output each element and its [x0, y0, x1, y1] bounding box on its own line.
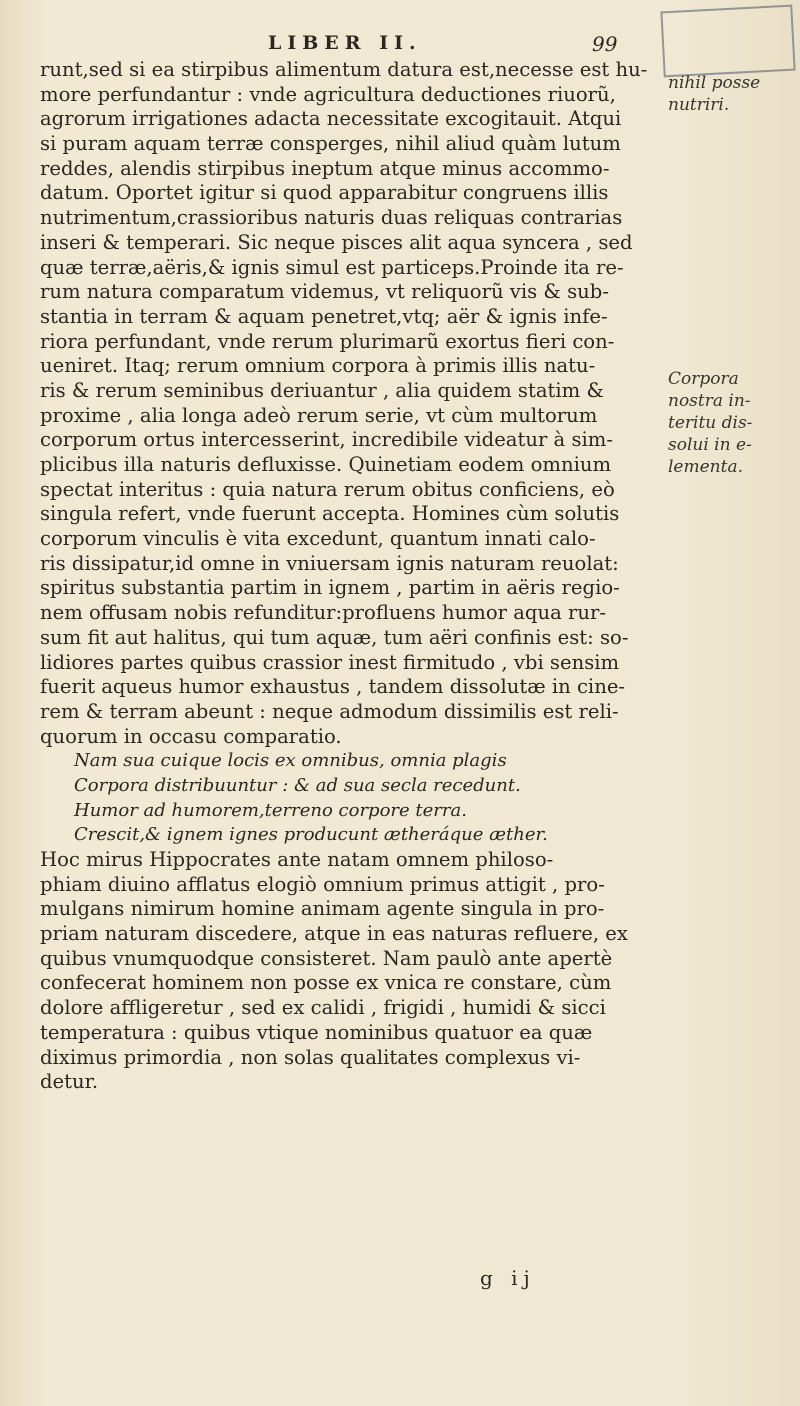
main-text	[40, 58, 660, 1095]
page-number: 99	[592, 32, 618, 56]
text-line: agrorum irrigationes adacta necessitate excogitauit. Atqui	[40, 107, 622, 131]
text-line: plicibus illa naturis defluxisse. Quinetiam eodem omnium	[40, 453, 612, 476]
margin-note-line: lementa.	[668, 457, 743, 477]
text-line: ueniret. Itaq; rerum omnium corpora à primis illis natu-	[40, 354, 596, 378]
closing-paragraph	[40, 848, 660, 1095]
margin-note-line: nutriri.	[668, 95, 730, 115]
text-line: diximus primordia , non solas qualitates complexus vi-	[40, 1045, 581, 1069]
text-line: quorum in occasu comparatio.	[40, 724, 342, 748]
text-line: Hoc mirus Hippocrates ante natam omnem philoso-	[40, 848, 554, 871]
library-stamp	[660, 5, 795, 78]
text-line: si puram aquam terræ consperges, nihil aliud quàm lutum	[40, 132, 621, 156]
text-line: corporum vinculis è vita excedunt, quantum innati calo-	[40, 527, 596, 551]
text-line: temperatura : quibus vtique nominibus quatuor ea quæ	[40, 1020, 593, 1044]
text-line: riora perfundant, vnde rerum plurimarũ exortus fieri con-	[40, 329, 615, 353]
text-line: stantia in terram & aquam penetret,vtq; aër & ignis infe-	[40, 304, 608, 328]
verse-quotation	[40, 749, 660, 848]
text-line: quibus vnumquodque consisteret. Nam paulò ante apertè	[40, 946, 613, 970]
text-line: ris dissipatur,id omne in vniuersam ignis naturam reuolat:	[40, 551, 619, 575]
margin-note-line: Corpora	[668, 369, 739, 389]
text-line: more perfundantur : vnde agricultura deductiones riuorũ,	[40, 82, 616, 106]
text-line: ris & rerum seminibus deriuantur , alia quidem statim &	[40, 378, 604, 402]
text-line: datum. Oportet igitur si quod apparabitur congruens illis	[40, 181, 609, 205]
text-line: proxime , alia longa adeò rerum serie, vt cùm multorum	[40, 403, 598, 427]
text-line: confecerat hominem non posse ex vnica re constare, cùm	[40, 971, 612, 995]
text-line: dolore affligeretur , sed ex calidi , frigidi , humidi & sicci	[40, 996, 606, 1020]
margin-note-line: nostra in-	[668, 391, 751, 411]
text-line: Crescit,& ignem ignes producunt ætheráque æther.	[74, 824, 548, 846]
text-line: Humor ad humorem,terreno corpore terra.	[74, 799, 467, 821]
signature-mark: g ij	[480, 1266, 536, 1290]
text-line: singula refert, vnde fuerunt accepta. Homines cùm solutis	[40, 502, 620, 526]
text-line: nem offusam nobis refunditur:profluens humor aqua rur-	[40, 601, 606, 625]
margin-note-line: solui in e-	[668, 435, 752, 455]
running-title: LIBER II.	[268, 32, 422, 54]
margin-note-nutrition	[668, 72, 796, 116]
text-line: phiam diuino afflatus elogiò omnium primus attigit , pro-	[40, 872, 605, 896]
margin-note-elements	[668, 368, 796, 478]
margin-note-line: teritu dis-	[668, 413, 753, 433]
text-line: Nam sua cuique locis ex omnibus, omnia plagis	[74, 750, 507, 772]
text-line: sum fit aut halitus, qui tum aquæ, tum aëri confinis est: so-	[40, 625, 629, 649]
margin-note-line: nihil posse	[668, 73, 761, 93]
text-line: corporum ortus intercesserint, incredibile videatur à sim-	[40, 428, 613, 452]
text-line: mulgans nimirum homine animam agente singula in pro-	[40, 897, 605, 921]
text-line: inseri & temperari. Sic neque pisces alit aqua syncera , sed	[40, 230, 633, 254]
text-line: fuerit aqueus humor exhaustus , tandem dissolutæ in cine-	[40, 675, 626, 699]
prose-block	[40, 58, 660, 749]
text-line: lidiores partes quibus crassior inest firmitudo , vbi sensim	[40, 650, 620, 674]
text-line: spiritus substantia partim in ignem , partim in aëris regio-	[40, 576, 620, 600]
text-line: spectat interitus : quia natura rerum obitus conficiens, eò	[40, 477, 615, 501]
text-line: rem & terram abeunt : neque admodum dissimilis est reli-	[40, 699, 619, 723]
text-line: runt,sed si ea stirpibus alimentum datura est,necesse est hu-	[40, 58, 648, 81]
text-line: Corpora distribuuntur : & ad sua secla recedunt.	[74, 774, 521, 796]
text-line: detur.	[40, 1070, 99, 1094]
text-line: quæ terræ,aëris,& ignis simul est particeps.Proinde ita re-	[40, 255, 624, 279]
text-line: priam naturam discedere, atque in eas naturas refluere, ex	[40, 922, 628, 946]
text-line: reddes, alendis stirpibus ineptum atque minus accommo-	[40, 156, 610, 180]
text-line: nutrimentum,crassioribus naturis duas reliquas contrarias	[40, 206, 623, 230]
text-line: rum natura comparatum videmus, vt reliquorũ vis & sub-	[40, 280, 609, 304]
